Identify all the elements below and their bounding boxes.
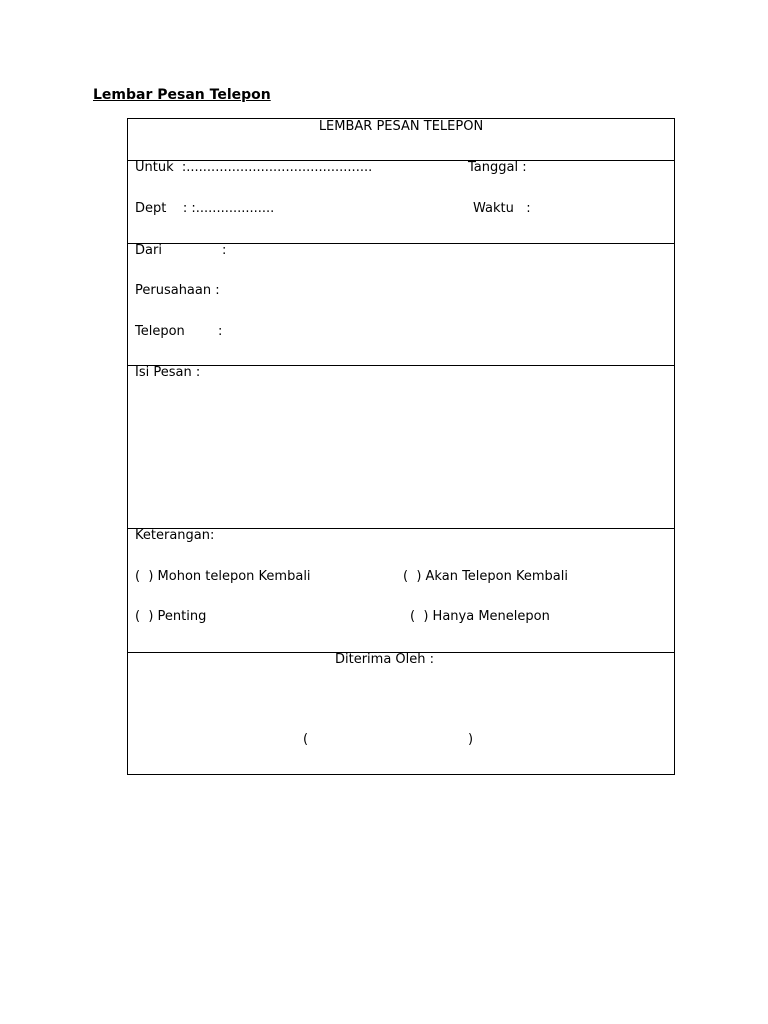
- option-penting: ( ) Penting: [135, 609, 207, 624]
- divider-recipient: [128, 243, 674, 244]
- phone-message-form: [127, 118, 675, 775]
- divider-caller: [128, 365, 674, 366]
- signature-close-paren: ): [468, 732, 474, 747]
- form-title: LEMBAR PESAN TELEPON: [318, 119, 484, 134]
- signature-open-paren: (: [303, 732, 309, 747]
- perusahaan-field: Perusahaan :: [135, 283, 220, 298]
- dari-label: Dari: [135, 243, 162, 258]
- telepon-colon: :: [218, 324, 223, 339]
- telepon-label: Telepon: [135, 324, 185, 339]
- option-hanya-menelepon: ( ) Hanya Menelepon: [410, 609, 550, 624]
- dept-field: Dept : :...................: [135, 201, 275, 216]
- diterima-oleh-label: Diterima Oleh :: [335, 652, 435, 667]
- option-mohon-telepon-kembali: ( ) Mohon telepon Kembali: [135, 569, 311, 584]
- waktu-field: Waktu :: [473, 201, 531, 216]
- document-heading: Lembar Pesan Telepon: [93, 87, 271, 103]
- isi-pesan-label: Isi Pesan :: [135, 365, 201, 380]
- tanggal-field: Tanggal :: [468, 160, 527, 175]
- option-akan-telepon-kembali: ( ) Akan Telepon Kembali: [403, 569, 568, 584]
- untuk-field: Untuk :.............................................: [135, 160, 373, 175]
- dari-colon: :: [222, 243, 227, 258]
- keterangan-label: Keterangan:: [135, 528, 215, 543]
